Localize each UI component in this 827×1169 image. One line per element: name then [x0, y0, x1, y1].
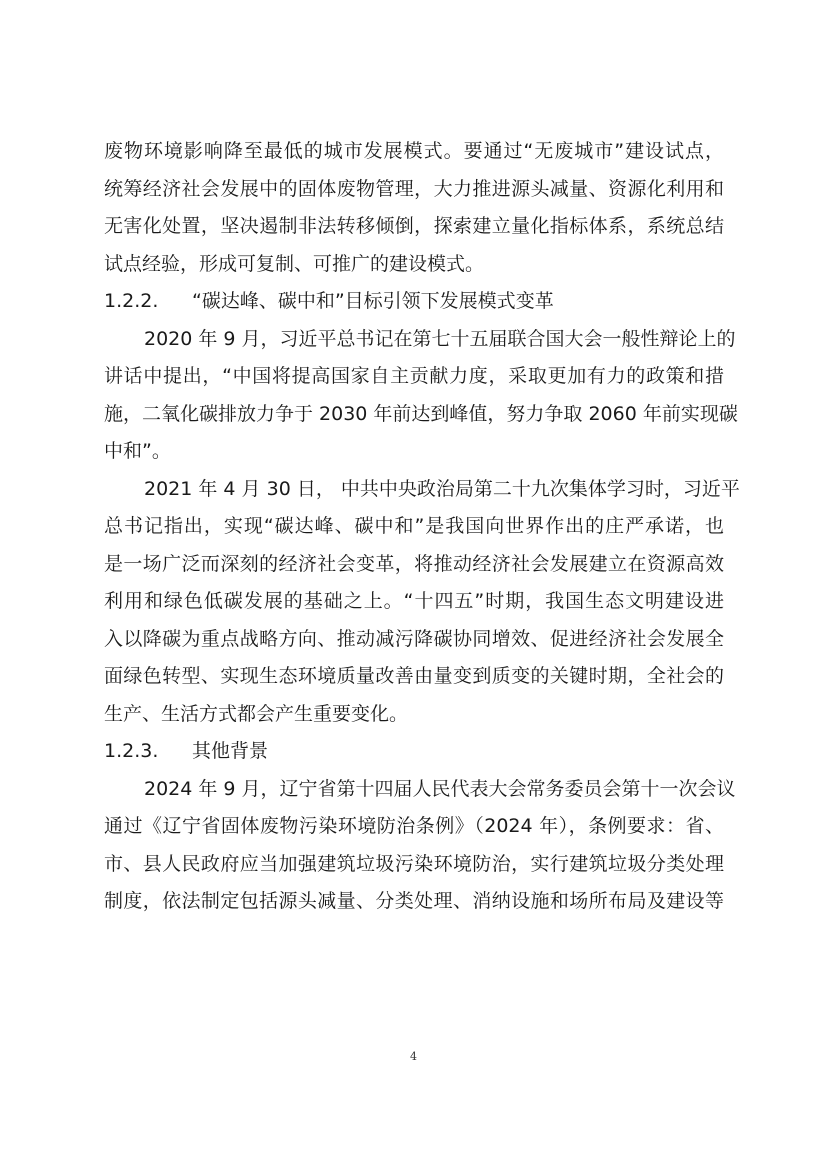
text-line: 中和”。 — [104, 440, 171, 462]
text-line: 统筹经济社会发展中的固体废物管理，大力推进源头减量、资源化利用和 — [104, 177, 724, 200]
text-line: 利用和绿色低碳发展的基础之上。“十四五”时期，我国生态文明建设进 — [104, 590, 724, 612]
text-line: 废物环境影响降至最低的城市发展模式。要通过“无废城市”建设试点， — [104, 140, 724, 162]
text-line: 制度，依法制定包括源头减量、分类处理、消纳设施和场所布局及建设等 — [104, 890, 724, 912]
section-heading-1-2-3 — [104, 733, 724, 771]
text-line: 入以降碳为重点战略方向、推动减污降碳协同增效、促进经济社会发展全 — [104, 627, 724, 650]
text-line: 试点经验，形成可复制、可推广的建设模式。 — [104, 252, 485, 275]
text-line: 2024 年 9 月，辽宁省第十四届人民代表大会常务委员会第十一次会议 — [144, 777, 736, 800]
page-number: 4 — [410, 1050, 417, 1063]
paragraph-1 — [104, 133, 724, 283]
text-line: 是一场广泛而深刻的经济社会变革，将推动经济社会发展建立在资源高效 — [104, 552, 724, 575]
text-line: 生产、生活方式都会产生重要变化。 — [104, 702, 409, 725]
section-title: “碳达峰、碳中和”目标引领下发展模式变革 — [192, 290, 554, 312]
paragraph-4 — [104, 771, 736, 921]
text-line: 市、县人民政府应当加强建筑垃圾污染环境防治，实行建筑垃圾分类处理 — [104, 852, 724, 875]
text-line: 2020 年 9 月，习近平总书记在第七十五届联合国大会一般性辩论上的 — [144, 327, 736, 350]
section-title: 其他背景 — [192, 740, 269, 762]
section-heading-1-2-2 — [104, 283, 724, 321]
text-line: 2021 年 4 月 30 日， 中共中央政治局第二十九次集体学习时，习近平 — [144, 477, 740, 500]
paragraph-2 — [104, 321, 738, 471]
text-line: 总书记指出，实现“碳达峰、碳中和”是我国向世界作出的庄严承诺，也 — [104, 515, 724, 537]
text-line: 通过《辽宁省固体废物污染环境防治条例》（2024 年），条例要求：省、 — [104, 815, 724, 837]
section-number: 1.2.3. — [104, 740, 159, 762]
text-line: 施，二氧化碳排放力争于 2030 年前达到峰值，努力争取 2060 年前实现碳 — [104, 402, 738, 425]
text-line: 讲话中提出，“中国将提高国家自主贡献力度，采取更加有力的政策和措 — [104, 365, 724, 387]
section-number: 1.2.2. — [104, 290, 159, 312]
paragraph-3 — [104, 471, 740, 734]
body-text — [104, 133, 740, 921]
text-line: 无害化处置，坚决遏制非法转移倾倒，探索建立量化指标体系，系统总结 — [104, 215, 724, 237]
text-line: 面绿色转型、实现生态环境质量改善由量变到质变的关键时期，全社会的 — [104, 665, 724, 687]
